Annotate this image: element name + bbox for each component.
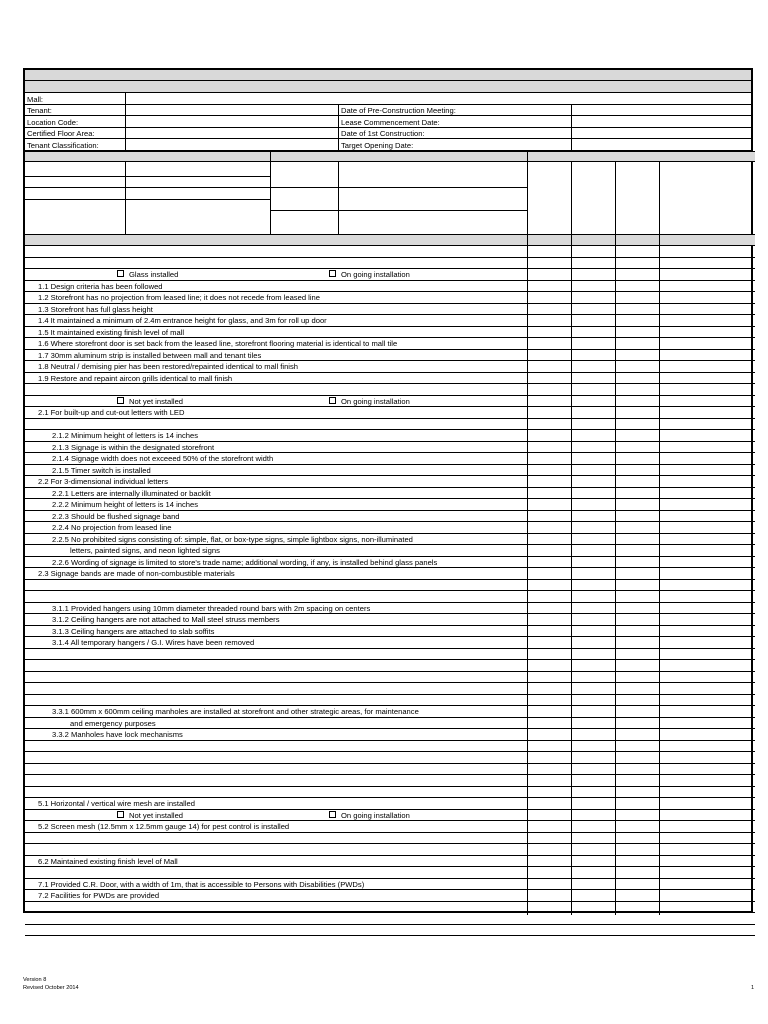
checklist-row xyxy=(25,660,755,672)
checklist-item-text: 6.2 Maintained existing finish level of Mall xyxy=(38,856,178,866)
checklist-row xyxy=(25,304,755,316)
checklist-item-text: 2.2.4 No projection from leased line xyxy=(52,523,172,532)
status-option-label: Glass installed xyxy=(129,270,179,279)
checklist-row xyxy=(25,568,755,580)
status-option-label: Not yet installed xyxy=(129,396,184,406)
form-subtitle-bar xyxy=(25,81,751,93)
checklist-row xyxy=(25,453,755,465)
checklist-item-text: 3.3.1 600mm x 600mm ceiling manholes are installed at storefront and other strategic areas, for maintenance xyxy=(52,707,419,716)
checklist-row xyxy=(25,637,755,649)
checklist-item-text: 2.2 For 3-dimensional individual letters xyxy=(38,477,169,486)
checklist-item-text: 3.1.2 Ceiling hangers are not attached to Mall steel struss members xyxy=(52,615,280,624)
checklist-row xyxy=(25,407,755,419)
status-col-divider xyxy=(527,234,528,915)
checklist-row xyxy=(25,269,755,281)
checklist-row xyxy=(25,718,755,730)
checklist-row xyxy=(25,672,755,684)
checklist-row xyxy=(25,292,755,304)
checklist-item-text: 3.3.2 Manholes have lock mechanisms xyxy=(52,730,183,739)
checklist-item-text: 2.1.3 Signage is within the designated storefront xyxy=(52,442,215,452)
target-opening-date-label: Target Opening Date: xyxy=(341,140,414,150)
checklist-row xyxy=(25,706,755,718)
floor-area-label: Certified Floor Area: xyxy=(27,129,95,138)
checklist-item-text: 1.9 Restore and repaint aircon grills identical to mall finish xyxy=(38,373,233,383)
checklist-item-text: 1.6 Where storefront door is set back from the leased line, storefront flooring material is identical to mall tile xyxy=(38,339,398,348)
status-col-divider xyxy=(571,234,572,915)
status-col-divider xyxy=(659,234,660,915)
checklist-item-text: 2.2.1 Letters are internally illuminated or backlit xyxy=(52,488,211,498)
checklist-row xyxy=(25,683,755,695)
checklist-row xyxy=(25,591,755,603)
checklist-item-text: 5.1 Horizontal / vertical wire mesh are installed xyxy=(38,799,196,808)
footer-version: Version 8 xyxy=(23,977,47,983)
checklist-row xyxy=(25,913,755,925)
checklist-item-text: 1.1 Design criteria has been followed xyxy=(38,281,163,291)
status-option[interactable] xyxy=(117,810,183,821)
checklist-item-text: 3.1.1 Provided hangers using 10mm diameter threaded round bars with 2m spacing on centers xyxy=(52,603,371,613)
checklist-item-text: 2.2.2 Minimum height of letters is 14 inches xyxy=(52,500,199,509)
checklist-row xyxy=(25,902,755,914)
checklist-row xyxy=(25,258,755,270)
checklist-item-text: 2.1.2 Minimum height of letters is 14 inches xyxy=(52,431,199,440)
checklist-row xyxy=(25,741,755,753)
checklist-item-text: 2.2.5 No prohibited signs consisting of: simple, flat, or box-type signs, simple lightbox signs, non-illuminated xyxy=(52,534,413,544)
checklist-row xyxy=(25,488,755,500)
mall-label: Mall: xyxy=(27,94,44,104)
status-option-label: On going installation xyxy=(341,396,410,406)
checklist-row xyxy=(25,695,755,707)
footer-revised: Revised October 2014 xyxy=(23,985,79,991)
checklist-row xyxy=(25,281,755,293)
status-option[interactable] xyxy=(329,810,410,821)
checklist-row xyxy=(25,557,755,569)
checklist-row xyxy=(25,764,755,776)
checklist-item-text: and emergency purposes xyxy=(70,718,156,728)
checklist-row xyxy=(25,338,755,350)
checkbox-icon[interactable] xyxy=(329,270,336,277)
checklist-row xyxy=(25,430,755,442)
checklist-row xyxy=(25,856,755,868)
checklist-item-text: 7.1 Provided C.R. Door, with a width of 1m, that is accessible to Persons with Disabilities (PWDs) xyxy=(38,879,365,889)
status-option[interactable] xyxy=(117,269,178,280)
checkbox-icon[interactable] xyxy=(117,270,124,277)
checklist-row xyxy=(25,350,755,362)
checklist-row xyxy=(25,729,755,741)
checklist-row xyxy=(25,787,755,799)
checklist-item-text: 2.1.4 Signage width does not exceeed 50% of the storefront width xyxy=(52,454,274,463)
checkbox-icon[interactable] xyxy=(117,811,124,818)
checklist-row xyxy=(25,626,755,638)
checklist-row xyxy=(25,315,755,327)
checklist-item-text: 1.3 Storefront has full glass height xyxy=(38,304,153,314)
checklist-row xyxy=(25,545,755,557)
checkbox-icon[interactable] xyxy=(329,397,336,404)
checklist-row xyxy=(25,867,755,879)
checklist-row xyxy=(25,384,755,396)
checklist-item-text: 2.2.6 Wording of signage is limited to store's trade name; additional wording, if any, is installed behind glass panels xyxy=(52,557,438,567)
lease-date-label: Lease Commencement Date: xyxy=(341,117,440,127)
checklist-row xyxy=(25,614,755,626)
checklist-row xyxy=(25,890,755,902)
status-option[interactable] xyxy=(329,396,410,407)
checklist-row xyxy=(25,534,755,546)
status-option[interactable] xyxy=(117,396,183,407)
page-number: 1 xyxy=(751,985,755,991)
checklist-item-text: 7.2 Facilities for PWDs are provided xyxy=(38,891,160,900)
checklist-row xyxy=(25,419,755,431)
checklist-item-text: 2.1 For built-up and cut-out letters with LED xyxy=(38,408,185,417)
checklist-item-text: letters, painted signs, and neon lighted signs xyxy=(70,546,220,555)
checklist-item-text: 2.3 Signage bands are made of non-combustible materials xyxy=(38,569,235,578)
checklist-row xyxy=(25,361,755,373)
checklist-item-text: 1.4 It maintained a minimum of 2.4m entrance height for glass, and 3m for roll up door xyxy=(38,316,327,325)
checklist-row xyxy=(25,499,755,511)
checklist-item-text: 1.2 Storefront has no projection from leased line; it does not recede from leased line xyxy=(38,293,320,302)
checklist-form xyxy=(23,68,753,913)
checklist-row xyxy=(25,603,755,615)
checklist-row xyxy=(25,810,755,822)
checklist-row xyxy=(25,396,755,408)
first-construction-date-label: Date of 1st Construction: xyxy=(341,129,425,138)
status-option-label: On going installation xyxy=(341,270,410,279)
status-option-label: Not yet installed xyxy=(129,810,184,820)
checklist-item-text: 3.1.4 All temporary hangers / G.I. Wires have been removed xyxy=(52,638,255,647)
checklist-item-text: 1.7 30mm aluminum strip is installed between mall and tenant tiles xyxy=(38,350,262,360)
checklist-row xyxy=(25,879,755,891)
checklist-item-text: 1.5 It maintained existing finish level of mall xyxy=(38,327,185,337)
preconstruction-date-label: Date of Pre-Construction Meeting: xyxy=(341,106,456,115)
checklist-row xyxy=(25,844,755,856)
location-code-label: Location Code: xyxy=(27,117,79,127)
checklist-row xyxy=(25,442,755,454)
checklist-row xyxy=(25,465,755,477)
tenant-label: Tenant: xyxy=(27,106,52,115)
checklist-row xyxy=(25,821,755,833)
checklist-row xyxy=(25,775,755,787)
checklist-item-text: 3.1.3 Ceiling hangers are attached to slab soffits xyxy=(52,626,215,636)
checklist-row xyxy=(25,752,755,764)
checklist-row xyxy=(25,511,755,523)
checklist-row xyxy=(25,833,755,845)
checklist-row xyxy=(25,798,755,810)
checkbox-icon[interactable] xyxy=(117,397,124,404)
checklist-row xyxy=(25,373,755,385)
checklist-item-text: 5.2 Screen mesh (12.5mm x 12.5mm gauge 14) for pest control is installed xyxy=(38,822,290,831)
checklist-item-text: 1.8 Neutral / demising pier has been restored/repainted identical to mall finish xyxy=(38,362,299,371)
checklist-row xyxy=(25,649,755,661)
status-col-divider xyxy=(615,234,616,915)
checklist-row xyxy=(25,925,755,937)
status-option-label: On going installation xyxy=(341,810,410,820)
classification-label: Tenant Classification: xyxy=(27,140,99,150)
checklist-item-text: 2.2.3 Should be flushed signage band xyxy=(52,511,180,521)
checklist-row xyxy=(25,580,755,592)
checklist-item-text: 2.1.5 Timer switch is installed xyxy=(52,465,151,475)
checklist-row xyxy=(25,522,755,534)
checklist-row xyxy=(25,476,755,488)
form-title-bar xyxy=(25,70,751,81)
checklist-row xyxy=(25,327,755,339)
checklist-row xyxy=(25,246,755,258)
checkbox-icon[interactable] xyxy=(329,811,336,818)
status-option[interactable] xyxy=(329,269,410,280)
